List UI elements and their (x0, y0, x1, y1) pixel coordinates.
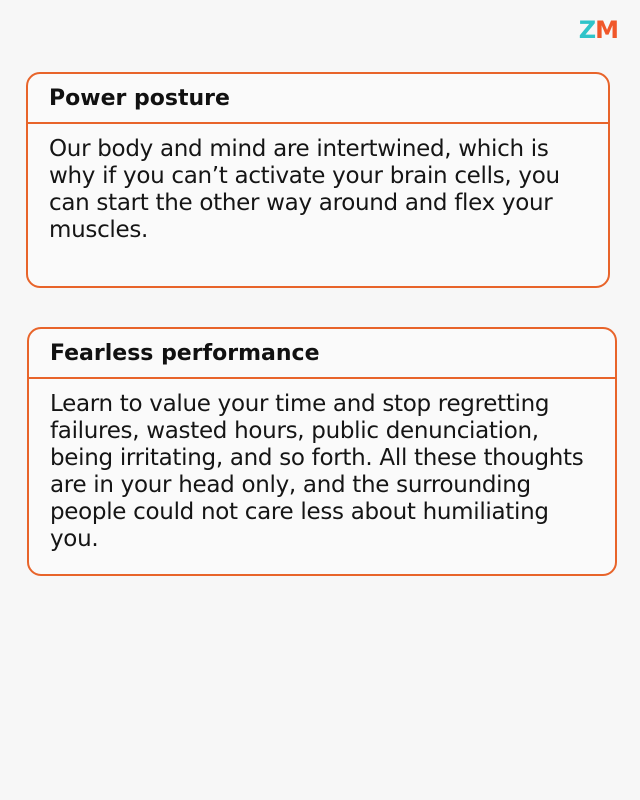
zm-logo (579, 18, 618, 42)
card-title: Fearless performance (29, 329, 615, 379)
logo-letter-z: Z (578, 16, 596, 44)
logo-letter-m: M (595, 16, 618, 44)
card-power-posture (26, 72, 610, 288)
card-title: Power posture (28, 74, 608, 124)
card-body-text: Our body and mind are intertwined, which is why if you can’t activate your brain cells, you can start the other way around and flex your muscles. (49, 136, 560, 243)
card-fearless-performance (27, 327, 617, 576)
card-body-text: Learn to value your time and stop regretting failures, wasted hours, public denunciation, being irritating, and so forth. All these thoughts are in your head only, and the surrounding people could not care less about humiliating you. (50, 391, 584, 552)
